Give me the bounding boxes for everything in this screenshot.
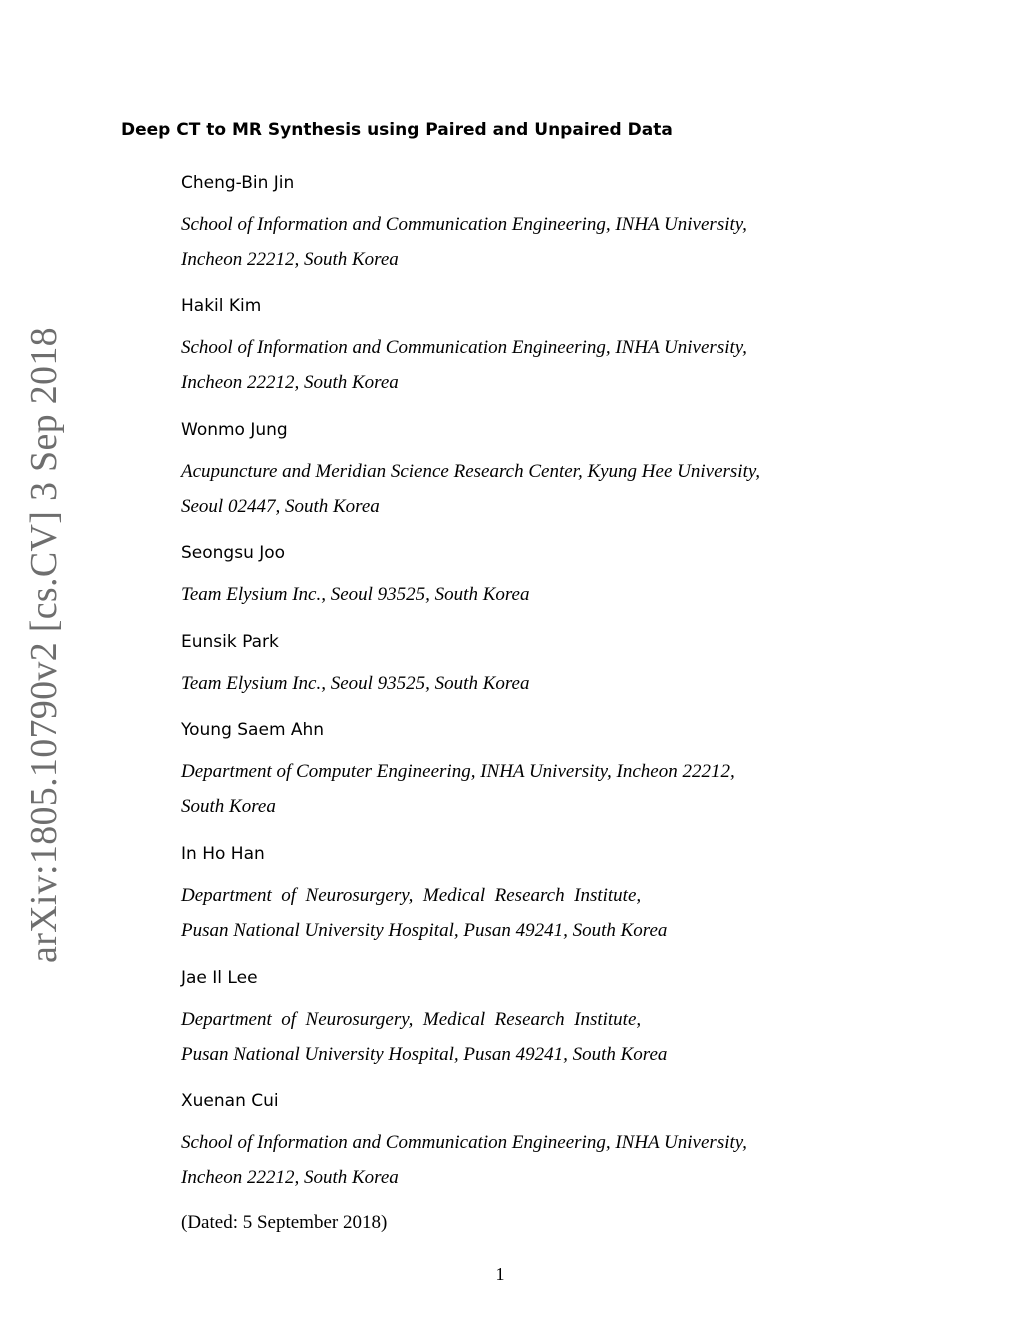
affiliation-line: Pusan National University Hospital, Pusan 49241, South Korea <box>181 1044 668 1065</box>
author-affiliation <box>181 754 881 824</box>
arxiv-identifier-stamp: arXiv:1805.10790v2 [cs.CV] 3 Sep 2018 <box>23 327 65 963</box>
author-affiliation <box>181 454 881 524</box>
author-name: In Ho Han <box>181 844 265 864</box>
affiliation-line: Incheon 22212, South Korea <box>181 372 399 393</box>
author-block <box>181 542 881 612</box>
author-name: Seongsu Joo <box>181 543 286 563</box>
affiliation-line: Incheon 22212, South Korea <box>181 249 399 270</box>
affiliation-line: Incheon 22212, South Korea <box>181 1167 399 1188</box>
author-name: Eunsik Park <box>181 632 279 652</box>
author-affiliation <box>181 878 881 948</box>
page-number: 1 <box>495 1264 505 1284</box>
paper-title: Deep CT to MR Synthesis using Paired and Unpaired Data <box>121 120 673 140</box>
affiliation-line: South Korea <box>181 796 276 817</box>
author-name: Young Saem Ahn <box>181 720 325 740</box>
affiliation-line: Department of Neurosurgery, Medical Research Institute, <box>181 1009 642 1030</box>
author-name: Cheng-Bin Jin <box>181 173 295 193</box>
author-block <box>181 172 881 277</box>
author-block <box>181 631 881 701</box>
dated-line: (Dated: 5 September 2018) <box>181 1212 388 1233</box>
author-affiliation <box>181 1002 881 1072</box>
affiliation-line: School of Information and Communication Engineering, INHA University, <box>181 337 747 358</box>
affiliation-line: Department of Computer Engineering, INHA University, Incheon 22212, <box>181 761 735 782</box>
affiliation-line: Team Elysium Inc., Seoul 93525, South Korea <box>181 584 530 605</box>
author-block <box>181 295 881 400</box>
author-affiliation <box>181 330 881 400</box>
author-name: Jae Il Lee <box>181 968 258 988</box>
affiliation-line: School of Information and Communication Engineering, INHA University, <box>181 1132 747 1153</box>
affiliation-line: Team Elysium Inc., Seoul 93525, South Korea <box>181 673 530 694</box>
affiliation-line: Department of Neurosurgery, Medical Research Institute, <box>181 885 642 906</box>
affiliation-line: Seoul 02447, South Korea <box>181 496 380 517</box>
author-name: Hakil Kim <box>181 296 262 316</box>
author-block <box>181 843 881 948</box>
author-block <box>181 967 881 1072</box>
author-name: Wonmo Jung <box>181 420 288 440</box>
affiliation-line: Acupuncture and Meridian Science Research Center, Kyung Hee University, <box>181 461 760 482</box>
author-name: Xuenan Cui <box>181 1091 279 1111</box>
author-affiliation <box>181 1125 881 1195</box>
author-affiliation <box>181 207 881 277</box>
author-affiliation <box>181 577 881 612</box>
affiliation-line: Pusan National University Hospital, Pusan 49241, South Korea <box>181 920 668 941</box>
affiliation-line: School of Information and Communication Engineering, INHA University, <box>181 214 747 235</box>
author-block <box>181 419 881 524</box>
author-block <box>181 1090 881 1195</box>
author-affiliation <box>181 666 881 701</box>
author-block <box>181 719 881 824</box>
